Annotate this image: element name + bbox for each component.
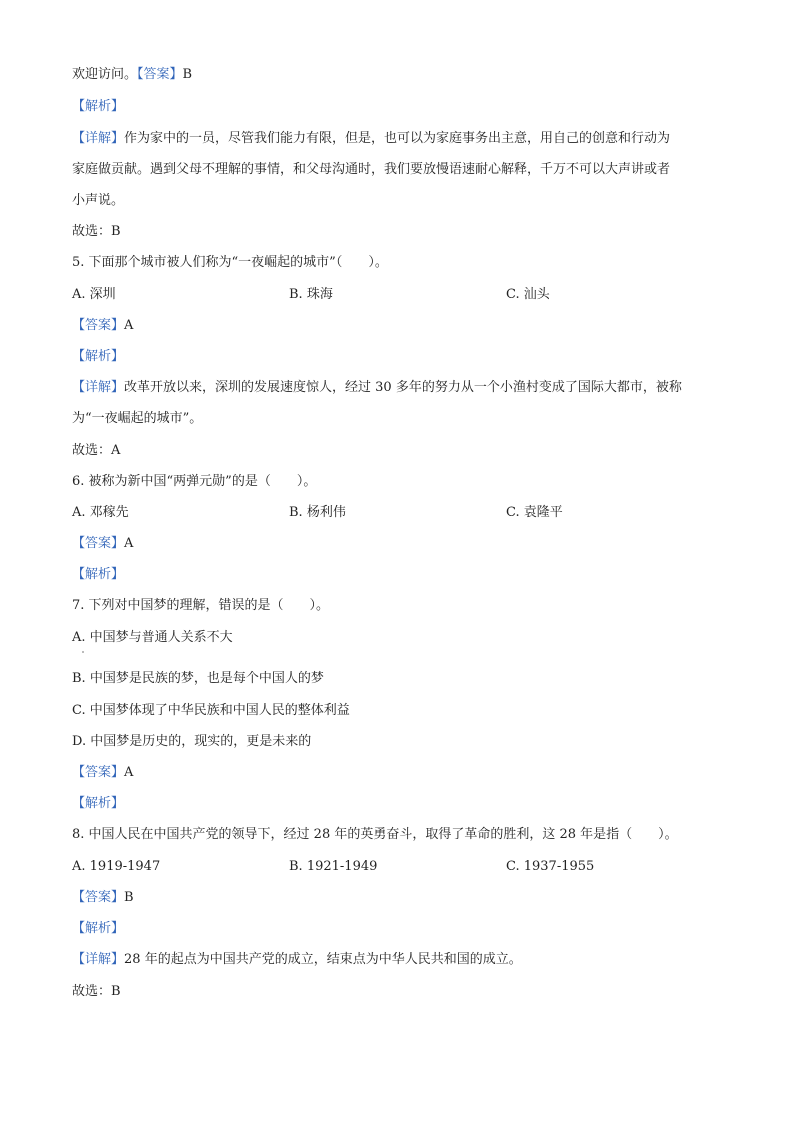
q4-tail-text: 欢迎访问。 bbox=[72, 67, 138, 82]
q5-option-c: C. 汕头 bbox=[506, 287, 550, 302]
q7-option-b: B. 中国梦是民族的梦，也是每个中国人的梦 bbox=[72, 671, 324, 686]
q4-detail-label: 【详解】 bbox=[72, 131, 125, 146]
q8-conclusion: 故选：B bbox=[72, 984, 121, 999]
q4-detail-line-3: 小声说。 bbox=[72, 193, 125, 208]
q5-analysis-label: 【解析】 bbox=[72, 349, 125, 364]
q8-answer-value: B bbox=[124, 890, 134, 905]
q6-option-c: C. 袁隆平 bbox=[506, 505, 563, 520]
q8-option-b: B. 1921-1949 bbox=[289, 859, 378, 874]
q5-option-b: B. 珠海 bbox=[289, 287, 333, 302]
q4-detail-text-1: 作为家中的一员，尽管我们能力有限，但是，也可以为家庭事务出主意，用自己的创意和行动为 bbox=[124, 131, 671, 146]
q8-answer-line bbox=[72, 889, 134, 907]
q4-answer-line bbox=[72, 66, 192, 84]
q6-answer-line bbox=[72, 535, 133, 553]
q8-detail-line-1 bbox=[72, 951, 522, 969]
q8-option-a: A. 1919-1947 bbox=[72, 859, 161, 874]
q5-option-a: A. 深圳 bbox=[72, 287, 116, 302]
q4-detail-line-1 bbox=[72, 130, 670, 148]
q6-stem: 6. 被称为新中国“两弹元勋”的是（ ）。 bbox=[72, 474, 317, 489]
q7-answer-line bbox=[72, 764, 133, 782]
q6-answer-label: 【答案】 bbox=[72, 536, 125, 551]
q7-option-a: A. 中国梦与普通人关系不大 bbox=[72, 630, 233, 645]
q5-answer-value: A bbox=[124, 318, 134, 333]
q5-detail-text-1: 改革开放以来，深圳的发展速度惊人，经过 30 多年的努力从一个小渔村变成了国际大都市，被称 bbox=[124, 380, 682, 395]
q7-answer-value: A bbox=[124, 765, 134, 780]
q7-option-c: C. 中国梦体现了中华民族和中国人民的整体利益 bbox=[72, 703, 350, 718]
q6-answer-value: A bbox=[124, 536, 134, 551]
q5-detail-line-1 bbox=[72, 379, 682, 397]
q6-option-b: B. 杨利伟 bbox=[289, 505, 346, 520]
q8-stem: 8. 中国人民在中国共产党的领导下，经过 28 年的英勇奋斗，取得了革命的胜利，这 28 年是指（ ）。 bbox=[72, 827, 678, 842]
q7-analysis-label: 【解析】 bbox=[72, 796, 125, 811]
q5-detail-label: 【详解】 bbox=[72, 380, 125, 395]
q4-analysis-label: 【解析】 bbox=[72, 99, 125, 114]
q5-answer-line bbox=[72, 317, 133, 335]
q4-answer-label: 【答案】 bbox=[137, 67, 183, 82]
q7-stem: 7. 下列对中国梦的理解，错误的是（ ）。 bbox=[72, 598, 330, 613]
scan-dot bbox=[82, 651, 84, 653]
q5-stem: 5. 下面那个城市被人们称为“一夜崛起的城市”（ ）。 bbox=[72, 255, 388, 270]
q6-analysis-label: 【解析】 bbox=[72, 567, 125, 582]
q4-detail-line-2: 家庭做贡献。遇到父母不理解的事情，和父母沟通时，我们要放慢语速耐心解释，千万不可以大声讲或者 bbox=[72, 162, 671, 177]
q7-answer-label: 【答案】 bbox=[72, 765, 125, 780]
q4-answer-value: B bbox=[182, 67, 193, 82]
q5-detail-line-2: 为“一夜崛起的城市”。 bbox=[72, 411, 203, 426]
q8-detail-text-1: 28 年的起点为中国共产党的成立，结束点为中华人民共和国的成立。 bbox=[124, 952, 522, 967]
q8-option-c: C. 1937-1955 bbox=[506, 859, 595, 874]
q8-detail-label: 【详解】 bbox=[72, 952, 125, 967]
q5-answer-label: 【答案】 bbox=[72, 318, 125, 333]
q6-option-a: A. 邓稼先 bbox=[72, 505, 129, 520]
q4-conclusion: 故选：B bbox=[72, 224, 121, 239]
q7-option-d: D. 中国梦是历史的，现实的，更是未来的 bbox=[72, 734, 312, 749]
q8-answer-label: 【答案】 bbox=[72, 890, 125, 905]
q5-conclusion: 故选：A bbox=[72, 443, 121, 458]
q8-analysis-label: 【解析】 bbox=[72, 921, 125, 936]
